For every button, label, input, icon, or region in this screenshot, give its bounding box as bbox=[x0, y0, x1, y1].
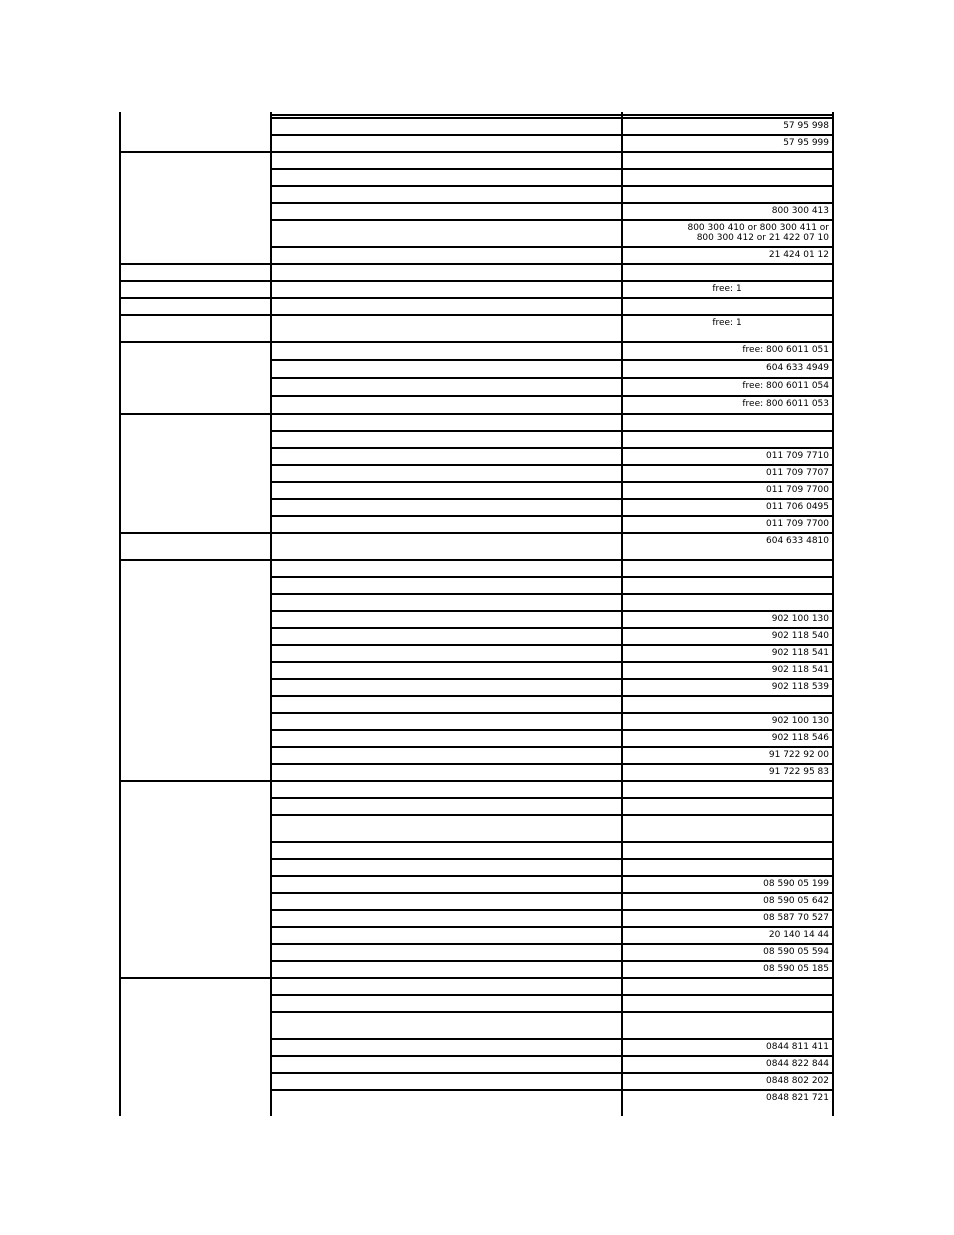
phone-cell: 20 140 14 44 bbox=[768, 930, 829, 940]
row-divider bbox=[270, 1072, 834, 1074]
phone-cell: free: 1 bbox=[712, 284, 742, 294]
row-divider bbox=[270, 447, 834, 449]
row-divider bbox=[270, 892, 834, 894]
row-divider bbox=[270, 858, 834, 860]
row-divider-group bbox=[119, 341, 834, 343]
phone-cell: 08 590 05 594 bbox=[763, 947, 829, 957]
row-divider bbox=[270, 814, 834, 816]
phone-cell: 08 590 05 185 bbox=[763, 964, 829, 974]
row-divider-group bbox=[119, 297, 834, 299]
row-divider-group bbox=[119, 314, 834, 316]
phone-cell: 21 424 01 12 bbox=[768, 250, 829, 260]
phone-cell: 800 300 410 or 800 300 411 or 800 300 412 or 21 422 07 10 bbox=[687, 223, 829, 243]
row-divider bbox=[270, 377, 834, 379]
row-divider bbox=[270, 960, 834, 962]
row-divider-group bbox=[119, 559, 834, 561]
row-divider bbox=[270, 926, 834, 928]
row-divider bbox=[270, 909, 834, 911]
phone-cell: 902 100 130 bbox=[771, 716, 829, 726]
phone-cell: 011 709 7700 bbox=[766, 485, 829, 495]
phone-cell: 08 587 70 527 bbox=[763, 913, 829, 923]
phone-cell: 0848 802 202 bbox=[766, 1076, 829, 1086]
row-divider bbox=[270, 729, 834, 731]
row-divider bbox=[270, 185, 834, 187]
row-divider-group bbox=[119, 151, 834, 153]
phone-cell: 0844 811 411 bbox=[766, 1042, 829, 1052]
row-divider bbox=[270, 943, 834, 945]
phone-cell: free: 800 6011 051 bbox=[742, 345, 829, 355]
row-divider-group bbox=[119, 532, 834, 534]
row-divider bbox=[270, 117, 834, 119]
row-divider bbox=[270, 464, 834, 466]
row-divider bbox=[270, 515, 834, 517]
phone-cell: 91 722 92 00 bbox=[768, 750, 829, 760]
row-divider bbox=[270, 712, 834, 714]
row-divider bbox=[270, 994, 834, 996]
phone-cell: 902 118 546 bbox=[771, 733, 829, 743]
phone-cell: 604 633 4810 bbox=[766, 536, 829, 546]
row-divider bbox=[270, 1038, 834, 1040]
row-divider bbox=[270, 134, 834, 136]
table-top-border bbox=[270, 114, 834, 116]
phone-cell: free: 1 bbox=[712, 318, 742, 328]
row-divider bbox=[270, 481, 834, 483]
row-divider bbox=[270, 359, 834, 361]
row-divider-group bbox=[119, 413, 834, 415]
phone-cell: 0844 822 844 bbox=[766, 1059, 829, 1069]
row-divider bbox=[270, 644, 834, 646]
phone-cell: 902 100 130 bbox=[771, 614, 829, 624]
phone-cell: 800 300 413 bbox=[771, 206, 829, 216]
phone-cell: 91 722 95 83 bbox=[768, 767, 829, 777]
row-divider bbox=[270, 763, 834, 765]
row-divider bbox=[270, 695, 834, 697]
phone-cell: 902 118 540 bbox=[771, 631, 829, 641]
phone-cell: 08 590 05 642 bbox=[763, 896, 829, 906]
row-divider bbox=[270, 202, 834, 204]
row-divider bbox=[270, 219, 834, 221]
phone-cell: 011 709 7707 bbox=[766, 468, 829, 478]
row-divider bbox=[270, 168, 834, 170]
phone-cell: 57 95 998 bbox=[783, 121, 829, 131]
phone-cell: 0848 821 721 bbox=[766, 1093, 829, 1103]
row-divider bbox=[270, 678, 834, 680]
row-divider-group bbox=[119, 780, 834, 782]
row-divider-group bbox=[119, 263, 834, 265]
row-divider bbox=[270, 627, 834, 629]
row-divider bbox=[270, 746, 834, 748]
row-divider bbox=[270, 498, 834, 500]
phone-cell: 08 590 05 199 bbox=[763, 879, 829, 889]
row-divider bbox=[270, 1055, 834, 1057]
row-divider-group bbox=[119, 977, 834, 979]
phone-cell: 011 709 7710 bbox=[766, 451, 829, 461]
row-divider bbox=[270, 797, 834, 799]
phone-cell: free: 800 6011 053 bbox=[742, 399, 829, 409]
row-divider bbox=[270, 1089, 834, 1091]
row-divider bbox=[270, 875, 834, 877]
phone-cell: 57 95 999 bbox=[783, 138, 829, 148]
phone-cell: 902 118 541 bbox=[771, 665, 829, 675]
row-divider bbox=[270, 430, 834, 432]
row-divider bbox=[270, 1011, 834, 1013]
row-divider bbox=[270, 593, 834, 595]
phone-cell: 604 633 4949 bbox=[766, 363, 829, 373]
phone-cell: 902 118 539 bbox=[771, 682, 829, 692]
row-divider bbox=[270, 661, 834, 663]
row-divider-group bbox=[119, 280, 834, 282]
row-divider bbox=[270, 395, 834, 397]
row-divider bbox=[270, 841, 834, 843]
row-divider bbox=[270, 246, 834, 248]
phone-cell: 902 118 541 bbox=[771, 648, 829, 658]
row-divider bbox=[270, 610, 834, 612]
row-divider bbox=[270, 576, 834, 578]
phone-cell: 011 709 7700 bbox=[766, 519, 829, 529]
phone-cell: 011 706 0495 bbox=[766, 502, 829, 512]
phone-cell: free: 800 6011 054 bbox=[742, 381, 829, 391]
